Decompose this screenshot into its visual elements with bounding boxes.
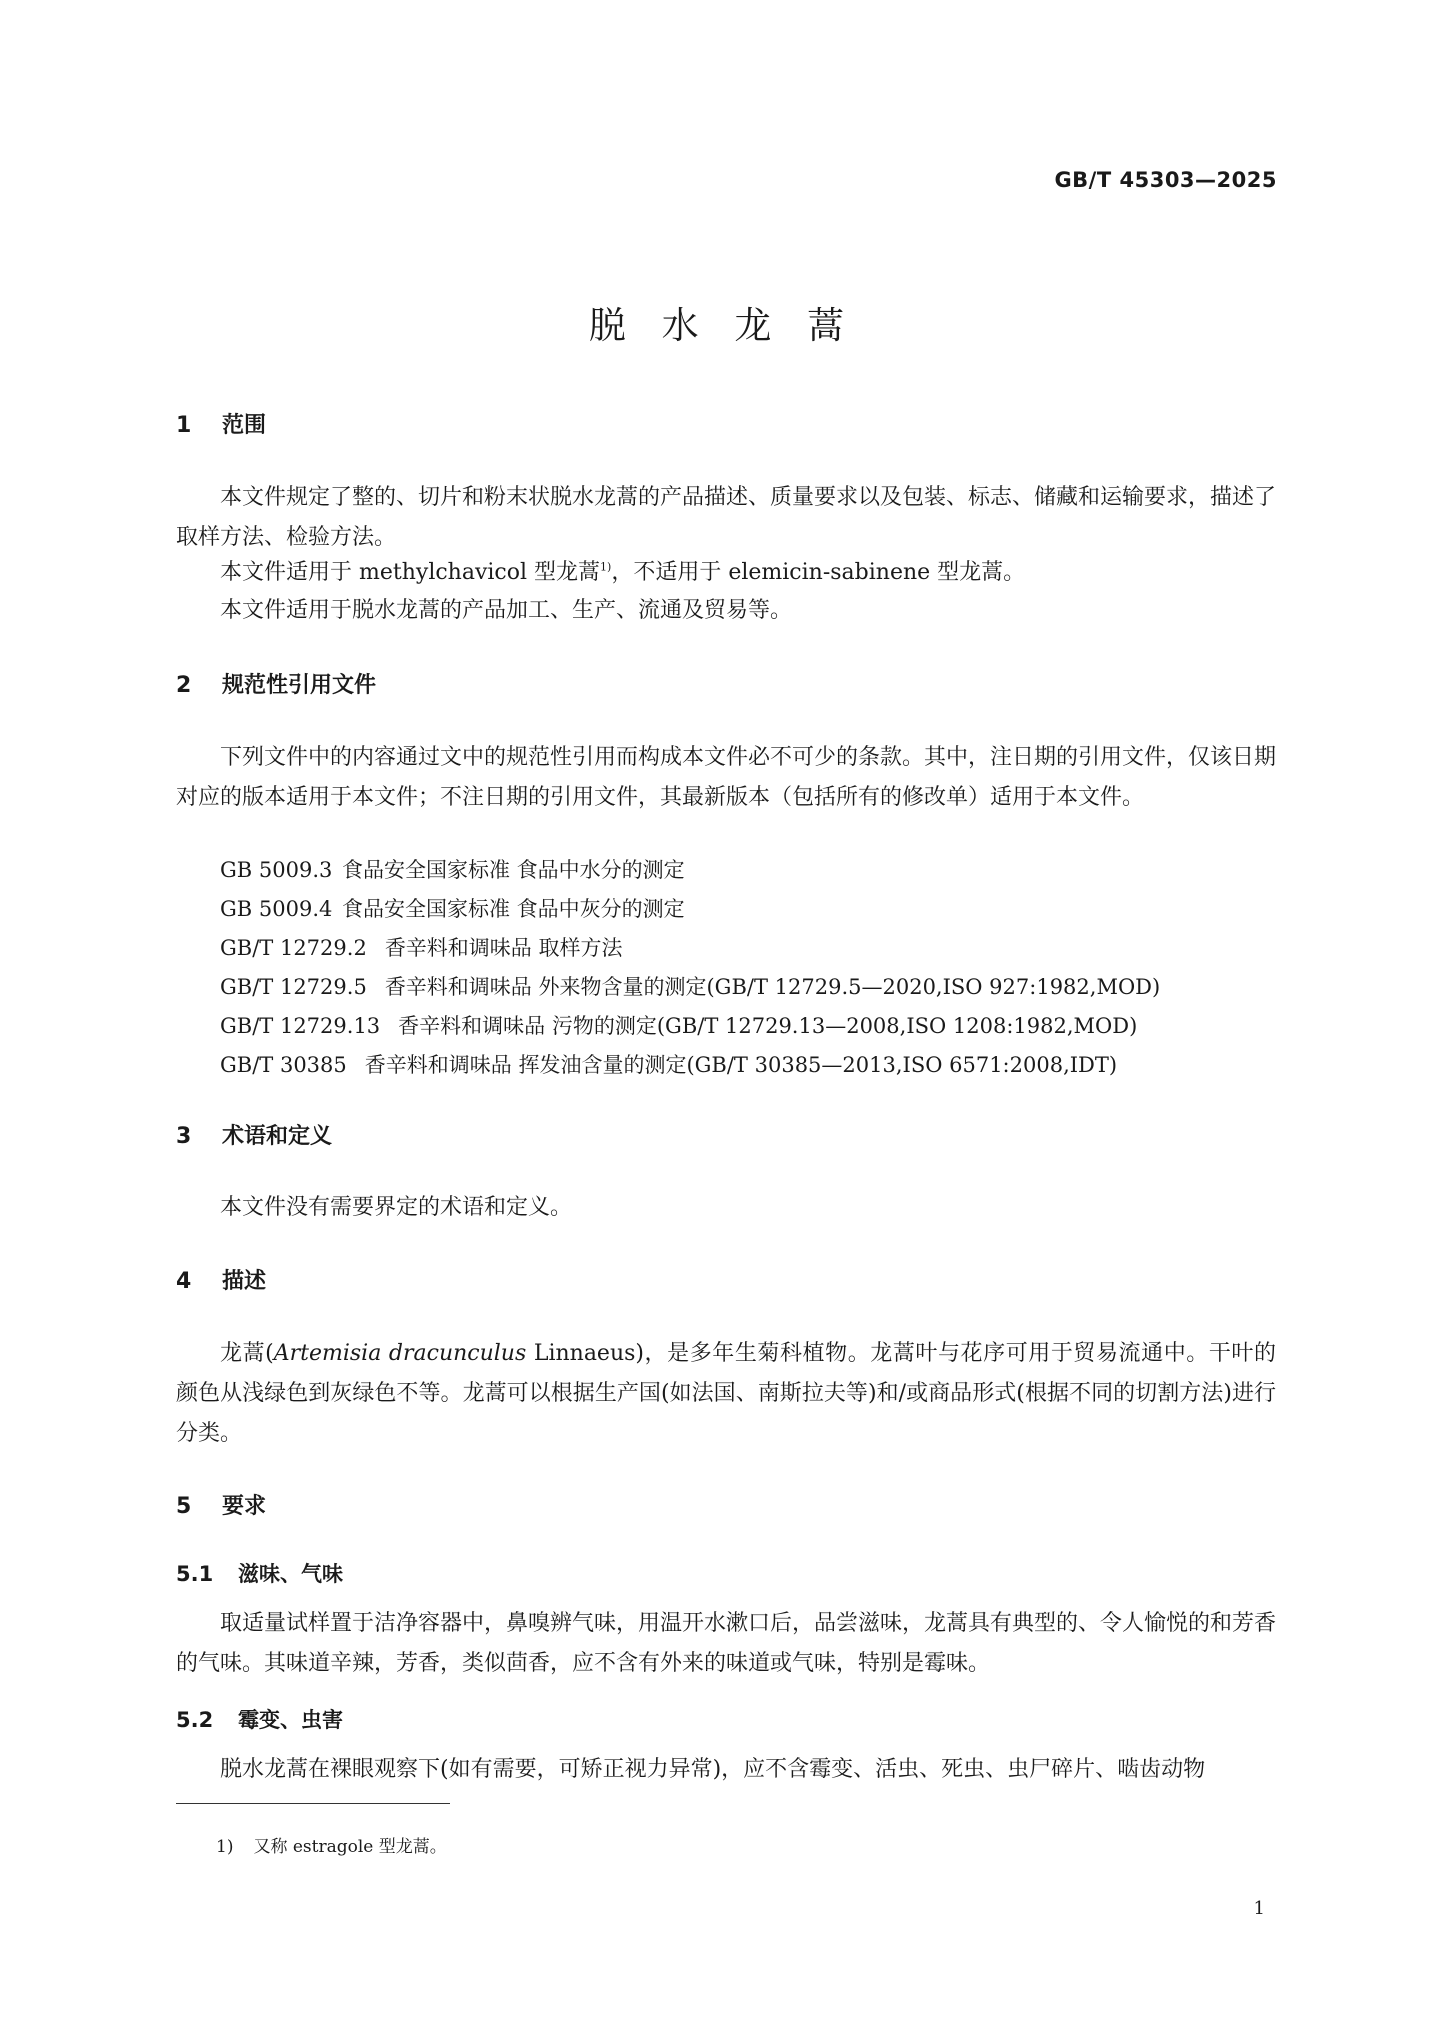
section-1-paragraph-2	[220, 555, 1025, 586]
section-title: 术语和定义	[222, 1124, 333, 1149]
section-5-heading	[176, 1489, 266, 1520]
normative-reference-item	[220, 893, 685, 923]
paragraph-text: Linnaeus)，是多年生菊科植物。龙蒿叶与花序可用于贸易流通中。干叶的颜色从浅绿色到灰绿色不等。龙蒿可以根据生产国(如法国、南斯拉夫等)和/或商品形式(根据不同的切割方法)进行分类。	[176, 1341, 1276, 1446]
reference-code: GB/T 30385	[220, 1053, 347, 1077]
reference-title: 食品安全国家标准 食品中灰分的测定	[342, 897, 685, 921]
section-2-heading	[176, 668, 376, 699]
reference-code: GB 5009.4	[220, 897, 333, 921]
normative-reference-item	[220, 932, 623, 962]
subsection-number: 5.2	[176, 1708, 214, 1732]
section-title: 描述	[222, 1269, 267, 1294]
normative-reference-item	[220, 1049, 1117, 1079]
section-3-heading	[176, 1119, 332, 1150]
footnote-separator	[176, 1803, 450, 1804]
reference-title: 香辛料和调味品 挥发油含量的测定(GB/T 30385—2013,ISO 6571:2008,IDT)	[364, 1053, 1118, 1077]
latin-species-name: Artemisia dracunculus	[273, 1341, 527, 1366]
section-number: 5	[176, 1494, 192, 1519]
section-3-paragraph-1: 本文件没有需要界定的术语和定义。	[220, 1195, 573, 1220]
reference-title: 食品安全国家标准 食品中水分的测定	[342, 858, 685, 882]
subsection-title: 霉变、虫害	[238, 1708, 343, 1732]
normative-reference-item	[220, 1010, 1137, 1040]
section-title: 要求	[222, 1494, 267, 1519]
reference-title: 香辛料和调味品 外来物含量的测定(GB/T 12729.5—2020,ISO 927:1982,MOD)	[384, 975, 1161, 999]
section-number: 3	[176, 1124, 192, 1149]
normative-reference-item	[220, 971, 1160, 1001]
subsection-5-2-paragraph: 脱水龙蒿在裸眼观察下(如有需要，可矫正视力异常)，应不含霉变、活虫、死虫、虫尸碎片、啮齿动物	[220, 1757, 1206, 1782]
section-title: 规范性引用文件	[222, 673, 377, 698]
reference-title: 香辛料和调味品 取样方法	[384, 936, 623, 960]
reference-code: GB 5009.3	[220, 858, 333, 882]
reference-code: GB/T 12729.2	[220, 936, 367, 960]
reference-title: 香辛料和调味品 污物的测定(GB/T 12729.13—2008,ISO 1208:1982,MOD)	[398, 1014, 1138, 1038]
normative-reference-item	[220, 854, 685, 884]
footnote-text: 又称 estragole 型龙蒿。	[253, 1837, 447, 1857]
paragraph-text: ，不适用于 elemicin-sabinene 型龙蒿。	[611, 560, 1026, 585]
paragraph-text: 本文件适用于 methylchavicol 型龙蒿	[220, 560, 601, 585]
section-2-paragraph-1: 下列文件中的内容通过文中的规范性引用而构成本文件必不可少的条款。其中，注日期的引用文件，仅该日期对应的版本适用于本文件；不注日期的引用文件，其最新版本（包括所有的修改单）适用于本文件。	[176, 745, 1277, 810]
document-title: 脱 水 龙 蒿	[588, 304, 857, 347]
section-number: 2	[176, 673, 192, 698]
footnote-reference: 1)	[600, 560, 612, 574]
footnote	[216, 1832, 447, 1857]
subsection-title: 滋味、气味	[238, 1562, 343, 1586]
section-4-heading	[176, 1264, 266, 1295]
section-1-paragraph-1: 本文件规定了整的、切片和粉末状脱水龙蒿的产品描述、质量要求以及包装、标志、储藏和运输要求，描述了取样方法、检验方法。	[176, 485, 1277, 550]
paragraph-text: 龙蒿(	[220, 1341, 274, 1366]
section-1-paragraph-3: 本文件适用于脱水龙蒿的产品加工、生产、流通及贸易等。	[220, 598, 793, 623]
subsection-5-1-paragraph: 取适量试样置于洁净容器中，鼻嗅辨气味，用温开水漱口后，品尝滋味，龙蒿具有典型的、令人愉悦的和芳香的气味。其味道辛辣，芳香，类似茴香，应不含有外来的味道或气味，特别是霉味。	[176, 1611, 1277, 1676]
section-number: 1	[176, 413, 192, 438]
reference-code: GB/T 12729.13	[220, 1014, 381, 1038]
section-4-paragraph-1	[176, 1334, 1276, 1454]
section-1-heading	[176, 408, 266, 439]
section-number: 4	[176, 1269, 192, 1294]
subsection-number: 5.1	[176, 1562, 214, 1586]
standard-number: GB/T 45303—2025	[1054, 168, 1277, 192]
subsection-5-2-heading	[176, 1704, 343, 1734]
subsection-5-1-heading	[176, 1558, 343, 1588]
footnote-number: 1)	[216, 1837, 234, 1857]
section-title: 范围	[222, 413, 267, 438]
reference-code: GB/T 12729.5	[220, 975, 367, 999]
page-number: 1	[1253, 1898, 1265, 1919]
